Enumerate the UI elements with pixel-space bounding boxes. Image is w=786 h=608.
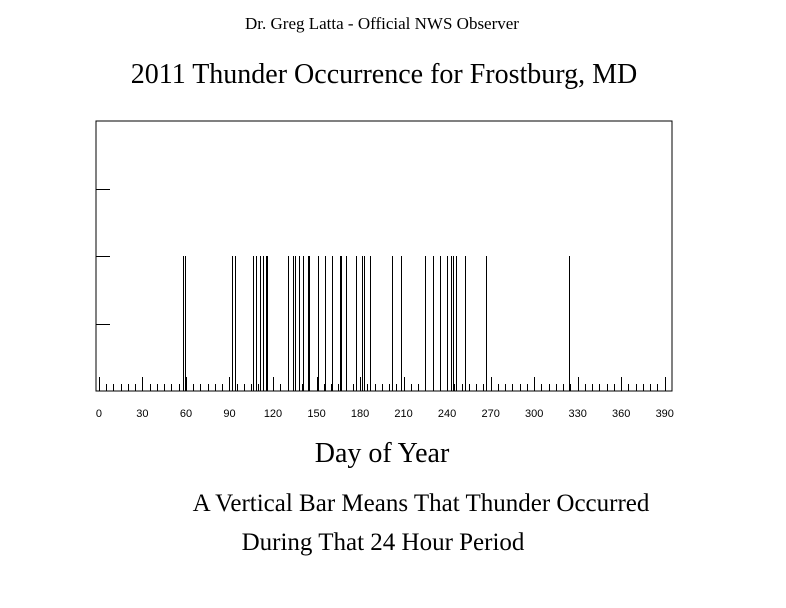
x-tick-label: 330 bbox=[568, 408, 587, 420]
plot-frame bbox=[96, 121, 672, 391]
x-tick-label: 300 bbox=[524, 408, 544, 420]
observer-credit: Dr. Greg Latta - Official NWS Observer bbox=[245, 14, 519, 33]
x-tick-label: 360 bbox=[612, 408, 631, 420]
x-tick-label: 0 bbox=[95, 408, 102, 420]
x-tick-label: 150 bbox=[307, 408, 326, 420]
caption-line-1: A Vertical Bar Means That Thunder Occurred bbox=[192, 490, 650, 517]
x-tick-label: 60 bbox=[179, 408, 193, 420]
x-tick-label: 30 bbox=[136, 408, 149, 420]
bar-series bbox=[184, 256, 570, 391]
x-tick-label: 120 bbox=[263, 408, 283, 420]
x-tick-label: 90 bbox=[223, 408, 236, 420]
caption-line-2: During That 24 Hour Period bbox=[241, 529, 525, 556]
x-tick-label: 210 bbox=[394, 408, 413, 420]
x-tick-label: 270 bbox=[481, 408, 500, 420]
x-tick-label: 390 bbox=[655, 408, 674, 420]
x-tick-label: 240 bbox=[437, 408, 457, 420]
x-tick-label: 180 bbox=[350, 408, 370, 420]
y-axis-ticks bbox=[96, 190, 110, 325]
chart-title: 2011 Thunder Occurrence for Frostburg, MD bbox=[130, 59, 638, 90]
x-axis-minor-ticks bbox=[100, 377, 666, 391]
x-axis-tick-labels bbox=[96, 408, 674, 420]
x-axis-label: Day of Year bbox=[314, 438, 450, 469]
